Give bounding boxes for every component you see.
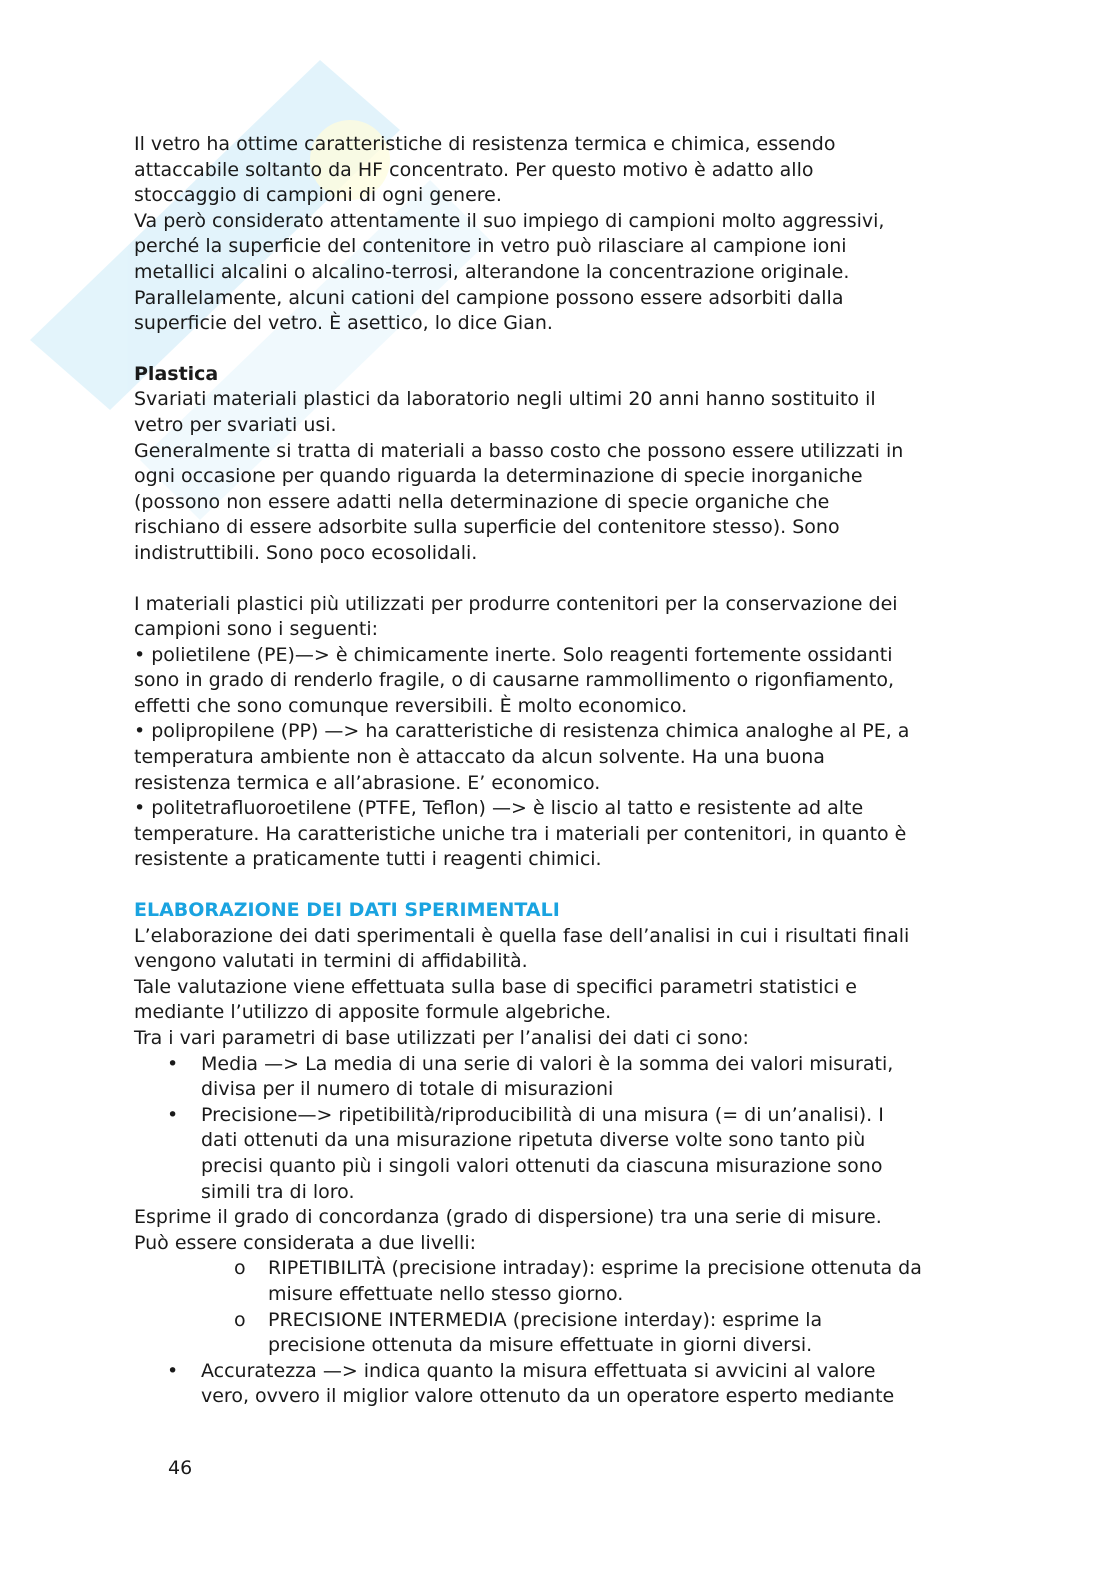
elaborazione-section [134,898,984,1410]
list-item [134,1103,984,1205]
text-line: superficie del vetro. È asettico, lo dice Gian. [134,312,553,335]
text-line: Tale valutazione viene effettuata sulla base di specifici parametri statistici e [134,975,857,998]
bullet-marker: • [167,1359,179,1382]
page-number: 46 [168,1457,193,1479]
plastica-section [134,362,984,567]
text-line: Esprime il grado di concordanza (grado di dispersione) tra una serie di misure. [134,1206,882,1229]
text-line: Tra i vari parametri di base utilizzati per l’analisi dei dati ci sono: [134,1027,749,1049]
list-item [134,1052,984,1103]
text-line: misure effettuate nello stesso giorno. [268,1282,624,1305]
text-line: • polietilene (PE)—> è chimicamente inerte. Solo reagenti fortemente ossidanti [134,643,893,666]
list-item [134,1256,984,1307]
text-line: • polipropilene (PP) —> ha caratteristiche di resistenza chimica analoghe al PE, a [134,720,910,743]
plastica-heading: Plastica [134,362,219,385]
parameter-list-continued [134,1359,984,1410]
text-line: dati ottenuti da una misurazione ripetuta diverse volte sono tanto più [201,1129,866,1152]
materials-section [134,592,984,874]
list-item [134,1308,984,1359]
text-line: vetro per svariati usi. [134,413,337,436]
text-line: precisi quanto più i singoli valori ottenuti da ciascuna misurazione sono [201,1154,883,1177]
text-line: Media —> La media di una serie di valori è la somma dei valori misurati, [201,1052,894,1075]
text-line: I materiali plastici più utilizzati per produrre contenitori per la conservazione dei [134,592,898,615]
text-line: temperature. Ha caratteristiche uniche tra i materiali per contenitori, in quanto è [134,822,907,845]
text-line: precisione ottenuta da misure effettuate in giorni diversi. [268,1334,813,1357]
text-line: Generalmente si tratta di materiali a basso costo che possono essere utilizzati in [134,439,904,462]
text-line: resistenza termica e all’abrasione. E’ economico. [134,771,601,794]
list-item [134,1359,984,1410]
text-line: stoccaggio di campioni di ogni genere. [134,184,502,207]
text-line: effetti che sono comunque reversibili. È molto economico. [134,694,688,717]
text-line: RIPETIBILITÀ (precisione intraday): esprime la precisione ottenuta da [268,1257,922,1280]
text-line: vero, ovvero il miglior valore ottenuto da un operatore esperto mediante [201,1385,895,1408]
text-line: perché la superficie del contenitore in vetro può rilasciare al campione ioni [134,235,847,258]
text-line: metallici alcalini o alcalino-terrosi, alterandone la concentrazione originale. [134,260,850,283]
text-line: campioni sono i seguenti: [134,618,379,641]
bullet-marker: • [167,1052,179,1075]
text-line: temperatura ambiente non è attaccato da alcun solvente. Ha una buona [134,746,825,769]
text-line: rischiano di essere adsorbite sulla superficie del contenitore stesso). Sono [134,516,840,539]
text-line: attaccabile soltanto da HF concentrato. Per questo motivo è adatto allo [134,158,814,181]
text-line: mediante l’utilizzo di apposite formule algebriche. [134,1001,612,1024]
text-line: (possono non essere adatti nella determinazione di specie organiche che [134,490,830,513]
text-line: ogni occasione per quando riguarda la determinazione di specie inorganiche [134,465,863,488]
sub-bullet-marker: o [234,1257,246,1280]
text-line: vengono valutati in termini di affidabilità. [134,950,528,973]
text-line: Precisione—> ripetibilità/riproducibilità di una misura (= di un’analisi). I [201,1103,884,1126]
text-line: Il vetro ha ottime caratteristiche di resistenza termica e chimica, essendo [134,133,836,155]
sub-bullet-marker: o [234,1308,246,1331]
text-line: Parallelamente, alcuni cationi del campione possono essere adsorbiti dalla [134,286,844,309]
bullet-marker: • [167,1103,179,1126]
glass-section [134,132,984,337]
text-line: divisa per il numero di totale di misurazioni [201,1078,614,1101]
text-line: Può essere considerata a due livelli: [134,1231,476,1254]
text-line: sono in grado di renderlo fragile, o di causarne rammollimento o rigonfiamento, [134,669,895,692]
text-line: resistente a praticamente tutti i reagenti chimici. [134,848,602,871]
text-line: Svariati materiali plastici da laboratorio negli ultimi 20 anni hanno sostituito il [134,388,876,411]
text-line: Va però considerato attentamente il suo impiego di campioni molto aggressivi, [134,209,885,232]
precision-levels-list [134,1256,984,1358]
document-body [134,132,984,1410]
parameter-list [134,1052,984,1206]
elaborazione-heading: ELABORAZIONE DEI DATI SPERIMENTALI [134,899,560,922]
text-line: L’elaborazione dei dati sperimentali è quella fase dell’analisi in cui i risultati finali [134,924,910,947]
text-line: simili tra di loro. [201,1180,355,1203]
text-line: Accuratezza —> indica quanto la misura effettuata si avvicini al valore [201,1359,876,1382]
text-line: • politetrafluoroetilene (PTFE, Teflon) —> è liscio al tatto e resistente ad alte [134,797,864,820]
text-line: indistruttibili. Sono poco ecosolidali. [134,541,478,564]
text-line: PRECISIONE INTERMEDIA (precisione interday): esprime la [268,1308,823,1331]
